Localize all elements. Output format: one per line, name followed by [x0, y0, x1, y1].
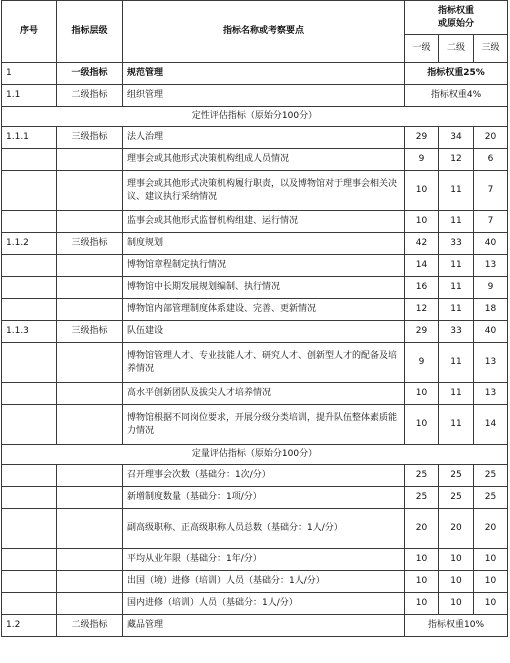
row-score-grade1: 9: [405, 343, 439, 383]
row-name: 新增制度数量（基础分：1项/分）: [123, 487, 405, 509]
row-name: 国内进修（培训）人员（基础分：1人/分）: [123, 593, 405, 615]
row-level: 三级指标: [57, 233, 123, 255]
row-seq: [2, 171, 57, 211]
row-seq: [2, 149, 57, 171]
score-row: [2, 255, 508, 277]
row-level: [57, 255, 123, 277]
row-score-grade1: 10: [405, 593, 439, 615]
row-level: [57, 487, 123, 509]
row-score-grade3: 20: [474, 509, 508, 549]
row-score-grade1: 10: [405, 171, 439, 211]
header-weight-line1: 指标权重: [438, 5, 475, 16]
row-score-grade3: 25: [474, 487, 508, 509]
row-seq: [2, 255, 57, 277]
section-title: 定性评估指标（原始分100分）: [2, 107, 508, 127]
row-name: 高水平创新团队及拔尖人才培养情况: [123, 383, 405, 405]
row-seq: 1.1.2: [2, 233, 57, 255]
row-score-grade1: 10: [405, 405, 439, 445]
row-score-grade2: 10: [439, 593, 474, 615]
row-score-grade1: 10: [405, 211, 439, 233]
row-level: [57, 465, 123, 487]
row-name: 理事会或其他形式决策机构履行职责，以及博物馆对于理事会相关决议、建议执行采纳情况: [123, 171, 405, 211]
score-row: [2, 149, 508, 171]
row-seq: [2, 465, 57, 487]
row-level: [57, 405, 123, 445]
score-row: [2, 383, 508, 405]
row-score-grade2: 20: [439, 509, 474, 549]
row-level: [57, 571, 123, 593]
row-weight: 指标权重10%: [405, 615, 508, 637]
row-seq: 1.1.3: [2, 321, 57, 343]
row-name: 博物馆内部管理制度体系建设、完善、更新情况: [123, 299, 405, 321]
row-seq: [2, 211, 57, 233]
row-seq: [2, 299, 57, 321]
row-seq: 1.1.1: [2, 127, 57, 149]
row-score-grade3: 40: [474, 321, 508, 343]
weight-row: [2, 615, 508, 637]
row-score-grade1: 14: [405, 255, 439, 277]
score-row: [2, 465, 508, 487]
row-score-grade3: 7: [474, 211, 508, 233]
row-seq: [2, 487, 57, 509]
row-level: [57, 549, 123, 571]
indicator-table-body: [2, 1, 508, 637]
row-level: [57, 299, 123, 321]
score-row: [2, 593, 508, 615]
row-level: 二级指标: [57, 615, 123, 637]
row-seq: [2, 593, 57, 615]
row-name: 队伍建设: [123, 321, 405, 343]
row-level: [57, 211, 123, 233]
score-row: [2, 571, 508, 593]
row-name: 博物馆根据不同岗位要求，开展分级分类培训，提升队伍整体素质能力情况: [123, 405, 405, 445]
row-score-grade2: 11: [439, 343, 474, 383]
row-level: 三级指标: [57, 321, 123, 343]
header-seq: 序号: [2, 1, 57, 63]
row-name: 规范管理: [123, 63, 405, 85]
header-level: 指标层级: [57, 1, 123, 63]
row-score-grade2: 34: [439, 127, 474, 149]
row-level: [57, 149, 123, 171]
row-score-grade1: 29: [405, 321, 439, 343]
row-name: 藏品管理: [123, 615, 405, 637]
row-name: 博物馆管理人才、专业技能人才、研究人才、创新型人才的配备及培养情况: [123, 343, 405, 383]
weight-row: [2, 63, 508, 85]
row-name: 理事会或其他形式决策机构组成人员情况: [123, 149, 405, 171]
row-score-grade2: 11: [439, 383, 474, 405]
row-score-grade3: 20: [474, 127, 508, 149]
row-name: 博物馆章程制定执行情况: [123, 255, 405, 277]
row-score-grade1: 10: [405, 549, 439, 571]
row-score-grade2: 10: [439, 571, 474, 593]
row-score-grade2: 10: [439, 549, 474, 571]
row-score-grade3: 14: [474, 405, 508, 445]
row-score-grade2: 12: [439, 149, 474, 171]
row-score-grade3: 18: [474, 299, 508, 321]
row-score-grade2: 33: [439, 321, 474, 343]
row-score-grade3: 13: [474, 383, 508, 405]
row-name: 出国（境）进修（培训）人员（基础分：1人/分）: [123, 571, 405, 593]
row-score-grade3: 6: [474, 149, 508, 171]
score-row: [2, 487, 508, 509]
row-level: [57, 343, 123, 383]
row-level: 一级指标: [57, 63, 123, 85]
row-level: 二级指标: [57, 85, 123, 107]
score-row: [2, 277, 508, 299]
row-score-grade3: 7: [474, 171, 508, 211]
row-seq: 1.2: [2, 615, 57, 637]
score-row: [2, 171, 508, 211]
row-score-grade2: 11: [439, 299, 474, 321]
row-score-grade1: 20: [405, 509, 439, 549]
header-weight-line2: 或原始分: [438, 18, 475, 29]
row-score-grade2: 11: [439, 171, 474, 211]
row-name: 博物馆中长期发展规划编制、执行情况: [123, 277, 405, 299]
row-score-grade2: 11: [439, 211, 474, 233]
section-title: 定量评估指标（原始分100分）: [2, 445, 508, 465]
row-weight: 指标权重25%: [405, 63, 508, 85]
row-score-grade3: 40: [474, 233, 508, 255]
row-score-grade3: 10: [474, 593, 508, 615]
row-score-grade3: 10: [474, 571, 508, 593]
row-score-grade2: 11: [439, 277, 474, 299]
row-level: 三级指标: [57, 127, 123, 149]
row-seq: 1: [2, 63, 57, 85]
row-weight: 指标权重4%: [405, 85, 508, 107]
score-row: [2, 549, 508, 571]
row-score-grade2: 25: [439, 465, 474, 487]
row-name: 法人治理: [123, 127, 405, 149]
row-score-grade3: 13: [474, 343, 508, 383]
score-row: [2, 127, 508, 149]
row-score-grade3: 13: [474, 255, 508, 277]
row-score-grade2: 25: [439, 487, 474, 509]
row-seq: [2, 509, 57, 549]
row-level: [57, 277, 123, 299]
row-name: 平均从业年限（基础分：1年/分）: [123, 549, 405, 571]
row-score-grade2: 11: [439, 255, 474, 277]
header-grade3: 三级: [474, 35, 508, 63]
row-level: [57, 593, 123, 615]
row-seq: 1.1: [2, 85, 57, 107]
section-row: [2, 445, 508, 465]
score-row: [2, 299, 508, 321]
row-level: [57, 171, 123, 211]
row-score-grade1: 25: [405, 487, 439, 509]
row-score-grade1: 42: [405, 233, 439, 255]
row-score-grade1: 9: [405, 149, 439, 171]
score-row: [2, 321, 508, 343]
header-weight: [405, 1, 508, 35]
score-row: [2, 405, 508, 445]
header-row-1: [2, 1, 508, 35]
row-score-grade1: 10: [405, 383, 439, 405]
score-row: [2, 509, 508, 549]
row-score-grade3: 10: [474, 549, 508, 571]
row-score-grade1: 25: [405, 465, 439, 487]
row-score-grade1: 12: [405, 299, 439, 321]
row-level: [57, 383, 123, 405]
row-name: 召开理事会次数（基础分：1次/分）: [123, 465, 405, 487]
row-seq: [2, 343, 57, 383]
weight-row: [2, 85, 508, 107]
row-score-grade2: 11: [439, 405, 474, 445]
header-grade2: 二级: [439, 35, 474, 63]
indicator-table: [1, 0, 508, 637]
row-score-grade3: 9: [474, 277, 508, 299]
row-seq: [2, 549, 57, 571]
score-row: [2, 343, 508, 383]
row-score-grade2: 33: [439, 233, 474, 255]
row-name: 监事会或其他形式监督机构组建、运行情况: [123, 211, 405, 233]
row-score-grade1: 10: [405, 571, 439, 593]
header-grade1: 一级: [405, 35, 439, 63]
row-seq: [2, 383, 57, 405]
header-name: 指标名称或考察要点: [123, 1, 405, 63]
row-name: 副高级职称、正高级职称人员总数（基础分：1人/分）: [123, 509, 405, 549]
row-name: 制度规划: [123, 233, 405, 255]
row-score-grade1: 16: [405, 277, 439, 299]
row-name: 组织管理: [123, 85, 405, 107]
row-seq: [2, 277, 57, 299]
row-level: [57, 509, 123, 549]
section-row: [2, 107, 508, 127]
score-row: [2, 211, 508, 233]
score-row: [2, 233, 508, 255]
row-score-grade1: 29: [405, 127, 439, 149]
row-score-grade3: 25: [474, 465, 508, 487]
row-seq: [2, 405, 57, 445]
row-seq: [2, 571, 57, 593]
